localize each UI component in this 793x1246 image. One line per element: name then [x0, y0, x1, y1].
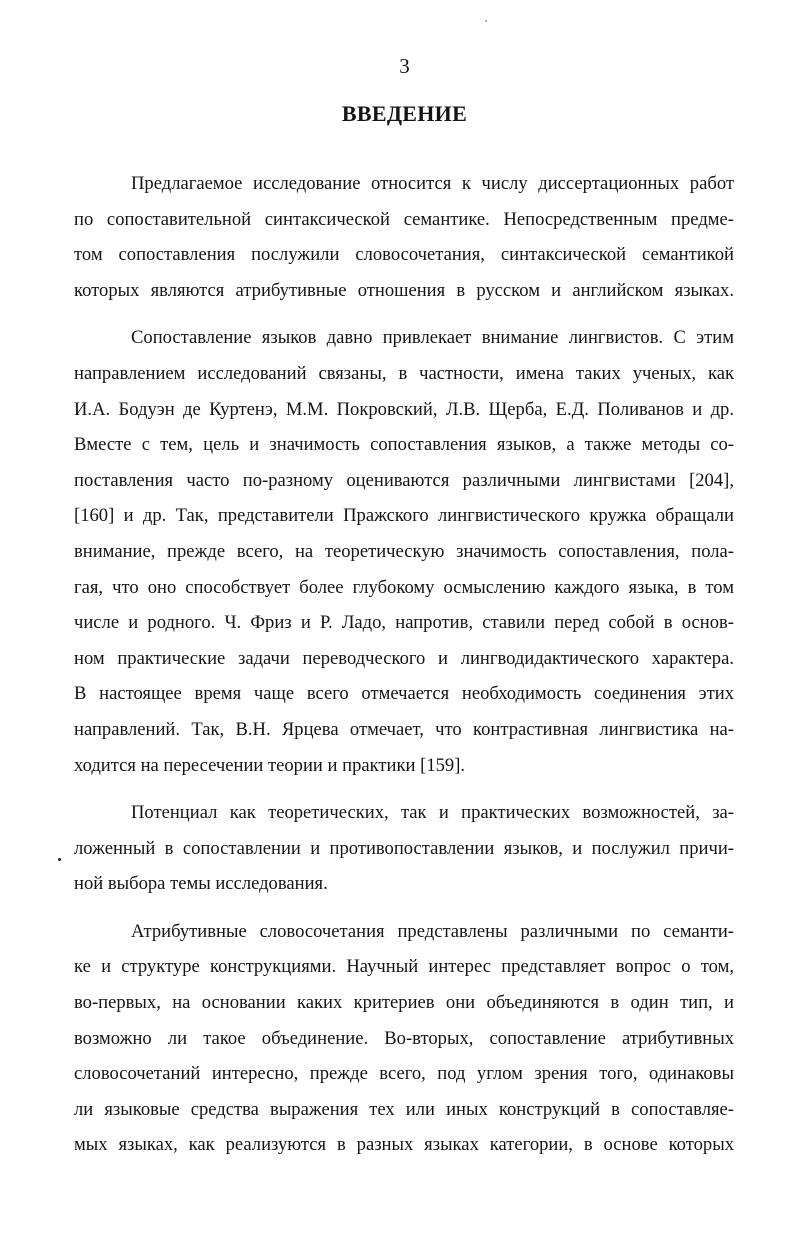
text-line: ходится на пересечении теории и практики [159]. — [74, 754, 466, 776]
text-line: И.А. Бодуэн де Куртенэ, М.М. Покровский, Л.В. Щерба, Е.Д. Поливанов и др. — [74, 398, 734, 420]
text-line: поставления часто по-разному оцениваются различными лингвистами [204], — [74, 469, 734, 491]
text-line: Атрибутивные словосочетания представлены различными по семанти- — [131, 920, 734, 942]
paragraph — [74, 795, 734, 902]
scan-speck — [485, 20, 487, 22]
page-heading: ВВЕДЕНИЕ — [341, 101, 468, 126]
text-line: гая, что оно способствует более глубокому осмыслению каждого языка, в том — [74, 576, 734, 598]
text-line: возможно ли такое объединение. Во-вторых, сопоставление атрибутивных — [74, 1027, 734, 1049]
page-number: 3 — [399, 54, 410, 78]
text-line: по сопоставительной синтаксической семантике. Непосредственным предме- — [74, 208, 734, 230]
text-line: ли языковые средства выражения тех или иных конструкций в сопоставляе- — [74, 1098, 734, 1120]
text-line: Сопоставление языков давно привлекает внимание лингвистов. С этим — [131, 327, 734, 349]
text-line: внимание, прежде всего, на теоретическую значимость сопоставления, пола- — [74, 540, 734, 562]
text-line: направлений. Так, В.Н. Ярцева отмечает, что контрастивная лингвистика на- — [74, 718, 734, 740]
text-line: том сопоставления послужили словосочетания, синтаксической семантикой — [74, 244, 734, 266]
body-text — [74, 166, 734, 1175]
text-line: Потенциал как теоретических, так и практических возможностей, за- — [131, 802, 734, 824]
text-line: Вместе с тем, цель и значимость сопоставления языков, а также методы со- — [74, 434, 734, 456]
paragraph — [74, 320, 734, 783]
text-line: числе и родного. Ч. Фриз и Р. Ладо, напротив, ставили перед собой в основ- — [74, 612, 734, 634]
text-line: ложенный в сопоставлении и противопоставлении языков, и послужил причи- — [74, 837, 734, 859]
text-line: направлением исследований связаны, в частности, имена таких ученых, как — [74, 362, 734, 384]
text-line: [160] и др. Так, представители Пражского лингвистического кружка обращали — [74, 505, 734, 527]
text-line: Предлагаемое исследование относится к числу диссертационных работ — [131, 173, 734, 194]
text-line: ной выбора темы исследования. — [74, 873, 328, 895]
text-line: ке и структуре конструкциями. Научный интерес представляет вопрос о том, — [74, 956, 734, 978]
text-line: во-первых, на основании каких критериев они объединяются в один тип, и — [74, 992, 734, 1014]
paragraph — [74, 914, 734, 1163]
text-line: которых являются атрибутивные отношения в русском и английском языках. — [74, 279, 734, 301]
text-line: словосочетаний интересно, прежде всего, под углом зрения того, одинаковы — [74, 1063, 734, 1085]
text-line: ном практические задачи переводческого и лингводидактического характера. — [74, 647, 734, 669]
paragraph — [74, 166, 734, 308]
scan-speck — [58, 858, 61, 861]
text-line: В настоящее время чаще всего отмечается необходимость соединения этих — [74, 683, 734, 705]
text-line: мых языках, как реализуются в разных языках категории, в основе которых — [74, 1134, 734, 1156]
